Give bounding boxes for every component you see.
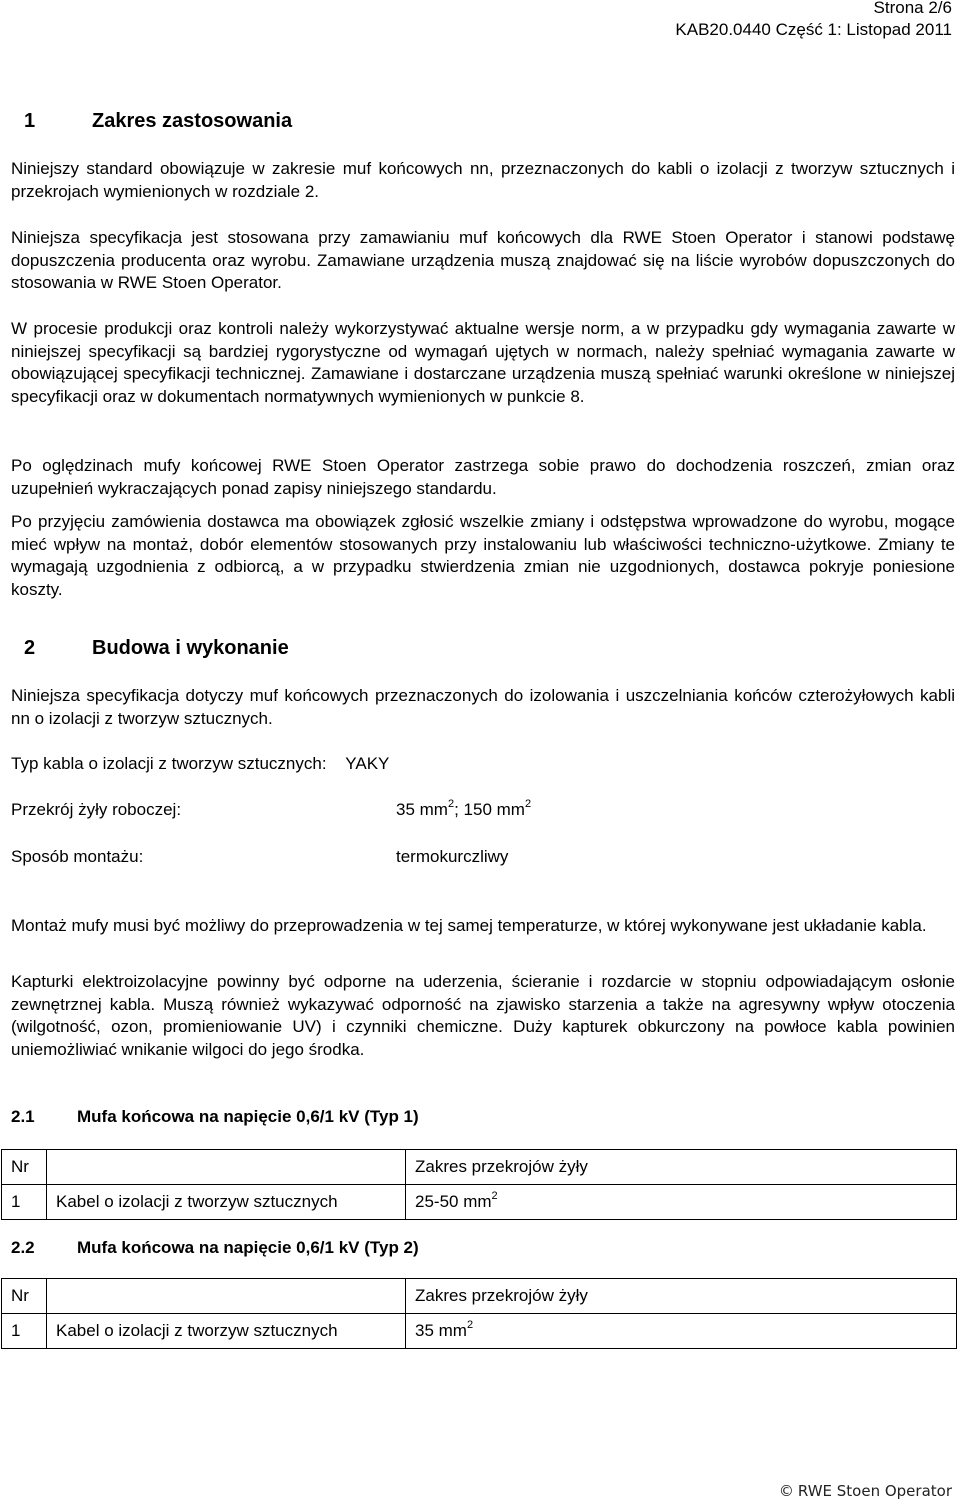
paragraph: Po przyjęciu zamówienia dostawca ma obowiązek zgłosić wszelkie zmiany i odstępstwa wprowadzone do wyrobu, mogące mieć wpływ na montaż, dobór elementów stosowanych przy instalowaniu lub właściwości techniczno-użytkowe. Zmiany te wymagają uzgodnienia z odbiorcą, a w przypadku stwierdzenia zmian nie uzgodnionych, dostawca pokryje poniesione koszty. bbox=[11, 512, 955, 599]
mounting-label: Sposób montażu: bbox=[11, 847, 144, 866]
table-header-row bbox=[2, 1279, 957, 1314]
table-cell: 35 $mm^2$ bbox=[406, 1314, 957, 1349]
table-cell: Kabel o izolacji z tworzyw sztucznych bbox=[47, 1314, 406, 1349]
section-number: 1 bbox=[24, 110, 36, 132]
subsection-title: Mufa końcowa na napięcie 0,6/1 kV (Typ 1) bbox=[77, 1107, 419, 1126]
spec-table-type-2 bbox=[1, 1278, 957, 1349]
mounting-row bbox=[11, 847, 955, 871]
paragraph: Po oględzinach mufy końcowej RWE Stoen Operator zastrzega sobie prawo do dochodzenia roszczeń, zmian oraz uzupełnień wykraczających ponad zapisy niniejszego standardu. bbox=[11, 456, 955, 498]
cable-type-value: YAKY bbox=[345, 754, 390, 773]
table-header-cell: Nr bbox=[2, 1279, 47, 1314]
copyright-icon: © bbox=[778, 1482, 794, 1500]
cross-section-row bbox=[11, 800, 955, 824]
brand-name: RWE Stoen Operator bbox=[797, 1482, 952, 1500]
table-header-cell bbox=[47, 1279, 406, 1314]
document-id: KAB20.0440 Część 1: Listopad 2011 bbox=[675, 20, 952, 39]
paragraph: W procesie produkcji oraz kontroli należy wykorzystywać aktualne wersje norm, a w przypadku gdy wymagania zawarte w niniejszej specyfikacji są bardziej rygorystyczne od wymagań ujętych w normach, należy spełniać wymagania zawarte w obowiązującej specyfikacji technicznej. Zamawiane i dostarczane urządzenia muszą spełniać warunki określone w niniejszej specyfikacji oraz w dokumentach normatywnych wymienionych w punkcie 8. bbox=[11, 319, 955, 406]
table-row bbox=[2, 1314, 957, 1349]
mounting-value: termokurczliwy bbox=[396, 847, 509, 866]
cable-type-row bbox=[11, 754, 955, 774]
paragraph: Montaż mufy musi być możliwy do przeprowadzenia w tej samej temperaturze, w której wykonywane jest układanie kabla. bbox=[11, 916, 927, 935]
subsection-number: 2.1 bbox=[11, 1107, 35, 1126]
table-cell: Kabel o izolacji z tworzyw sztucznych bbox=[47, 1185, 406, 1220]
section-2-heading bbox=[24, 637, 289, 660]
page-number: Strona 2/6 bbox=[873, 0, 952, 17]
cross-section-value: 35 $mm^2$; 150 $mm^2$ bbox=[396, 798, 532, 819]
footer-brand bbox=[779, 1482, 952, 1500]
table-header-cell: Nr bbox=[2, 1150, 47, 1185]
section-1-heading bbox=[24, 110, 292, 133]
section-title: Budowa i wykonanie bbox=[92, 637, 289, 659]
section-number: 2 bbox=[24, 637, 36, 659]
cable-type-label: Typ kabla o izolacji z tworzyw sztucznych: bbox=[11, 754, 327, 773]
table-header-cell: Zakres przekrojów żyły bbox=[406, 1279, 957, 1314]
table-row bbox=[2, 1185, 957, 1220]
paragraph: Niniejsza specyfikacja jest stosowana przy zamawianiu muf końcowych dla RWE Stoen Operator i stanowi podstawę dopuszczenia producenta oraz wyrobu. Zamawiane urządzenia muszą znajdować się na liście wyrobów dopuszczonych do stosowania w RWE Stoen Operator. bbox=[11, 228, 955, 292]
table-header-row bbox=[2, 1150, 957, 1185]
table-header-cell bbox=[47, 1150, 406, 1185]
table-header-cell: Zakres przekrojów żyły bbox=[406, 1150, 957, 1185]
subsection-2-1-heading bbox=[11, 1107, 419, 1127]
table-cell: 1 bbox=[2, 1314, 47, 1349]
subsection-2-2-heading bbox=[11, 1238, 419, 1258]
paragraph: Niniejszy standard obowiązuje w zakresie muf końcowych nn, przeznaczonych do kabli o izolacji z tworzyw sztucznych i przekrojach wymienionych w rozdziale 2. bbox=[11, 159, 955, 201]
section-title: Zakres zastosowania bbox=[92, 110, 293, 132]
table-cell: 25-50 $mm^2$ bbox=[406, 1185, 957, 1220]
paragraph: Kapturki elektroizolacyjne powinny być odporne na uderzenia, ścieranie i rozdarcie w stopniu odpowiadającym osłonie zewnętrznej kabla. Muszą również wykazywać odporność na zjawisko starzenia a także na agresywny wpływ otoczenia (wilgotność, ozon, promieniowanie UV) i czynniki chemiczne. Duży kapturek obkurczony na powłoce kabla powinien uniemożliwiać wnikanie wilgoci do jego środka. bbox=[11, 972, 955, 1059]
spec-table-type-1 bbox=[1, 1149, 957, 1220]
cross-section-label: Przekrój żyły roboczej: bbox=[11, 800, 182, 819]
paragraph: Niniejsza specyfikacja dotyczy muf końcowych przeznaczonych do izolowania i uszczelniania końców czterożyłowych kabli nn o izolacji z tworzyw sztucznych. bbox=[11, 686, 955, 728]
subsection-title: Mufa końcowa na napięcie 0,6/1 kV (Typ 2) bbox=[77, 1238, 419, 1257]
subsection-number: 2.2 bbox=[11, 1238, 35, 1257]
table-cell: 1 bbox=[2, 1185, 47, 1220]
